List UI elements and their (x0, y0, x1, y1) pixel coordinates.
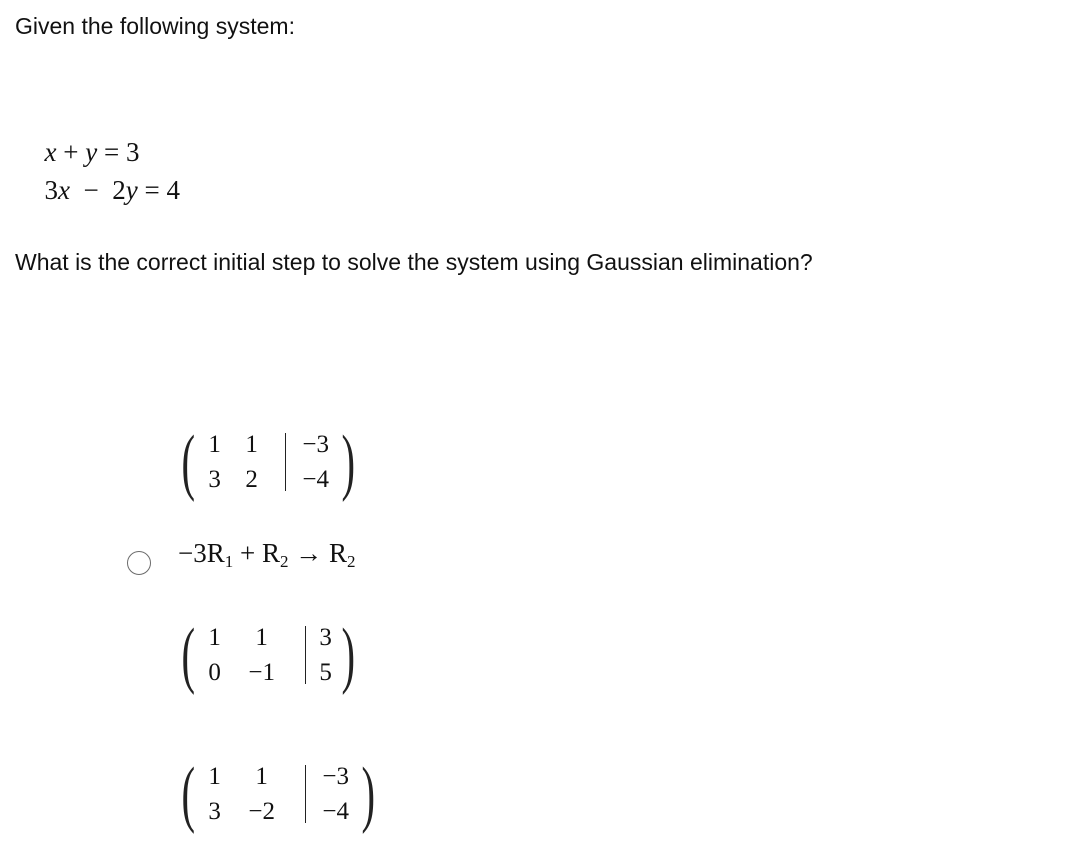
augment-bar (305, 765, 306, 823)
left-paren: ( (181, 421, 196, 503)
right-paren: ) (361, 753, 375, 835)
cell: 0 (208, 658, 221, 686)
option-radio[interactable] (127, 551, 151, 575)
augment-bar (305, 626, 306, 684)
cell: −4 (322, 797, 349, 825)
intro-text: Given the following system: (15, 13, 295, 39)
matrix-3 (176, 753, 380, 835)
right-paren: ) (341, 421, 355, 503)
cell: −3 (302, 430, 329, 458)
option-label[interactable]: $-3R_1 + R_2 \to R_2$ (178, 538, 356, 571)
cell: 3 (208, 465, 221, 493)
cell: 1 (208, 762, 221, 790)
cell: −2 (248, 797, 275, 825)
question-text: What is the correct initial step to solve the system using Gaussian elimination? (15, 249, 813, 275)
cell: 1 (245, 430, 258, 458)
equation-1: x + y = 3 (44, 137, 140, 167)
cell: −1 (248, 658, 275, 686)
matrix-2 (176, 614, 360, 696)
cell: −4 (302, 465, 329, 493)
cell: 5 (319, 658, 332, 686)
equation-2: 3x − 2y = 4 (44, 175, 180, 205)
cell: 2 (245, 465, 258, 493)
cell: 1 (208, 623, 221, 651)
left-paren: ( (181, 753, 196, 835)
right-paren: ) (341, 614, 355, 696)
cell: 1 (208, 430, 221, 458)
cell: 1 (255, 623, 268, 651)
cell: −3 (322, 762, 349, 790)
matrix-1 (176, 421, 360, 503)
cell: 3 (208, 797, 221, 825)
augment-bar (285, 433, 286, 491)
left-paren: ( (181, 614, 196, 696)
cell: 1 (255, 762, 268, 790)
cell: 3 (319, 623, 332, 651)
